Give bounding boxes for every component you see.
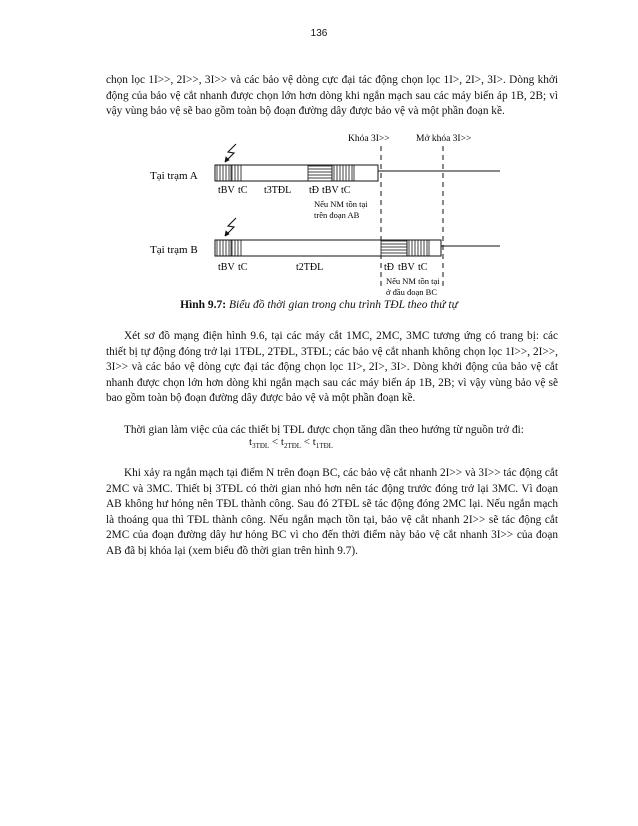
caption-text: Biểu đồ thời gian trong chu trình TĐL theo thứ tự [229, 299, 458, 311]
station-b-note-1: Nếu NM tồn tại [386, 276, 440, 286]
station-b-label: Tại trạm B [150, 244, 198, 256]
station-b-note-2: ở đầu đoạn BC [386, 287, 438, 297]
station-b-td-block [381, 240, 407, 256]
station-b-tbv-block [215, 240, 231, 256]
station-b-tc-block [231, 240, 243, 256]
station-a-td-block [308, 165, 332, 181]
station-b-tbv: tBV [218, 262, 235, 273]
station-a-note-2: trên đoạn AB [314, 210, 360, 220]
lightning-icon [225, 144, 236, 162]
paragraph-2: Xét sơ đồ mạng điện hình 9.6, tại các máy cắt 1MC, 2MC, 3MC tương ứng có trang bị: các thiết bị tự động đóng trở lại 1TĐL, 2TĐL, 3TĐL; các bảo vệ cắt nhanh không chọn lọc 1I>>, 2I>>, 3I>> và các bảo vệ dòng cực đại tác động chọn lọc 1I>, 2I>, 3I>. Dòng khởi động của bảo vệ cắt nhanh được chọn lớn hơn dòng khi ngắn mạch sau các máy biến áp 1B, 2B; vì vậy vùng bảo vệ sẽ bao gồm toàn bộ đoạn đường dây được bảo vệ và một phần đoạn kề. [106, 330, 558, 405]
page-number: 136 [310, 28, 328, 39]
station-a-tbv: tBV [218, 185, 235, 196]
station-b-ttdl: t2TĐL [296, 262, 324, 273]
station-a-label: Tại trạm A [150, 170, 198, 182]
formula-sub-3: 1TĐL [315, 442, 333, 451]
station-a-ttdl: t3TĐL [264, 185, 292, 196]
station-a-tc-block [231, 165, 243, 181]
station-a-note-1: Nếu NM tồn tại [314, 199, 368, 209]
paragraph-4: Khi xảy ra ngắn mạch tại điểm N trên đoạn BC, các bảo vệ cắt nhanh 2I>> và 3I>> tác động cắt 2MC và 3MC. Thiết bị 3TĐL có thời gian nhỏ hơn nên tác động trước đóng trở lại 3MC. Vì đoạn AB không hư hỏng nên TĐL thành công. Sau đó 2TĐL sẽ tác động đóng 2MC lại. Nếu ngắn mạch là thoáng qua thì TĐL thành công. Nếu ngắn mạch tồn tại, bảo vệ cắt nhanh 2I>> sẽ tác động cắt 2MC của đoạn đường dây hư hỏng BC vì cho đến thời điểm này bảo vệ cắt nhanh 3I>> của đoạn AB đã bị khóa lại (xem biểu đồ thời gian trên hình 9.7). [106, 467, 558, 557]
formula-lt-1: < t [269, 436, 284, 448]
caption-label: Hình 9.7: [180, 299, 227, 311]
lightning-icon [225, 218, 236, 236]
formula [249, 436, 333, 450]
station-a-td: tĐ [309, 185, 319, 196]
label-lock: Khóa 3I>> [348, 134, 390, 144]
station-b-td: tĐ [384, 262, 394, 273]
paragraph-1: chọn lọc 1I>>, 2I>>, 3I>> và các bảo vệ dòng cực đại tác động chọn lọc 1I>, 2I>, 3I>. Dòng khởi động của bảo vệ cắt nhanh được chọn lớn hơn dòng khi ngắn mạch sau các máy biến áp 1B, 2B; vì vậy vùng bảo vệ sẽ bao gồm toàn bộ đoạn đường dây được bảo vệ và một phần đoạn kề. [106, 74, 558, 118]
formula-lt-2: < t [301, 436, 316, 448]
label-unlock: Mở khóa 3I>> [416, 134, 472, 144]
station-b-tc2: tC [418, 262, 428, 273]
station-b-tc: tC [238, 262, 248, 273]
station-a-tc2: tC [341, 185, 351, 196]
formula-sub-2: 2TĐL [283, 442, 302, 451]
station-a-tc: tC [238, 185, 248, 196]
station-a-tbv2-block [332, 165, 354, 181]
formula-sub-1: 3TĐL [252, 442, 270, 451]
station-a-tbv-block [215, 165, 231, 181]
station-b-tbv2: tBV [398, 262, 415, 273]
paragraph-3: Thời gian làm việc của các thiết bị TĐL được chọn tăng dần theo hướng từ nguồn trở đi: [124, 424, 524, 436]
formula-t: t [249, 436, 253, 448]
station-a-tbv2: tBV [322, 185, 339, 196]
figure-caption [0, 299, 638, 311]
station-b-tbv2-block [407, 240, 429, 256]
